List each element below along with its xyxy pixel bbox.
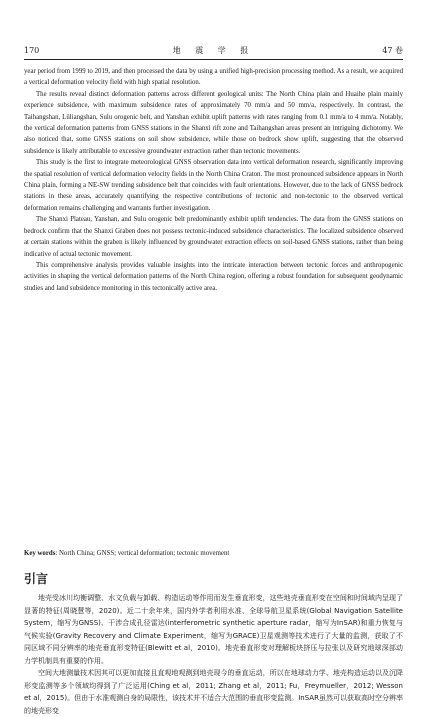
header-rule xyxy=(24,59,403,60)
intro-paragraph: 地壳受冰川均衡调整、水文负载与卸载、构造运动等作用而发生垂直形变，这些地壳垂直形变在空间和时间域内呈现了显著的特征(周晓慧等，2020)。近二十余年来，国内外学者利用水准、全球导航卫星系统(Global Navigation Satellite System，缩写为GNSS)、干涉合成孔径雷达(interferometric synthetic aperture radar，缩写为InSAR)和重力恢复与气候实验(Gravity Recovery and Climate Experiment，缩写为GRACE)卫星观测等技术进行了大量的监测，获取了不同区域不同分辨率的地壳垂直形变特征(Blewitt et al，2010)。地壳垂直形变对理解板块挤压与拉张以及研究地球深部动力学机制具有重要的作用。 xyxy=(24,594,403,665)
abstract-paragraph: year period from 1999 to 2019, and then processed the data by using a unified high-precision processing method. As a result, we acquired a vertical deformation velocity field with high spatial resolution. xyxy=(24,68,403,87)
english-abstract xyxy=(24,66,403,294)
abstract-paragraph: The results reveal distinct deformation patterns across different geological units: The North China plain and Huaihe plain mainly experience subsidence, with maximum subsidence rates of approximately 70 mm/a and 50 mm/a, respectively. In contrast, the Taihangshan, Lüliangshan, Sulu orogenic belt, and Yanshan exhibit uplift patterns with rates ranging from 0.1 mm/a to 4 mm/a. Notably, the vertical deformation patterns from GNSS stations in the Shanxi rift zone and Taihangshan areas present an intriguing dichotomy. We also noticed that, some GNSS stations on soil show subsidence, while those on bedrock show uplift, suggesting that the observed subsidence is likely attributable to excessive groundwater extraction rather than tectonic movements. xyxy=(24,90,403,155)
abstract-paragraph: This study is the first to integrate meteorological GNSS observation data into vertical deformation research, significantly improving the spatial resolution of vertical deformation velocity fields in the North China Craton. The most pronounced subsidence appears in North China plain, forming a NE-SW trending subsidence belt that coincides with fault orientations. However, due to the lack of GNSS bedrock stations in these areas, accurately quantifying the respective contributions of tectonic and non-tectonic to the observed vertical deformation remains challenging and warrants further investigation. xyxy=(24,159,403,212)
introduction-body xyxy=(24,592,403,717)
journal-name: 地 震 学 报 xyxy=(172,46,255,55)
keywords-text: : North China; GNSS; vertical deformation; tectonic movement xyxy=(55,550,230,557)
keywords xyxy=(24,548,403,559)
running-header xyxy=(24,44,403,58)
volume-label: 47 卷 xyxy=(382,46,403,55)
keywords-label: Key words xyxy=(24,550,56,557)
intro-paragraph: 空间大地测量技术因其可以更加直接且直观地观测到地壳现今的垂直运动，所以在地球动力学、地壳构造运动以及沉降形变监测等多个领域均得到了广泛运用(Ching et al，2011; Zhang et al，2011; Fu，Freymueller，2012; Wesson et al，2015)。但由于水准观测自身的局限性，该技术并不适合大范围的垂直形变监测。InSAR虽然可以获取高时空分辨率的地壳形变 xyxy=(24,669,403,715)
section-title: 引言 xyxy=(24,572,49,586)
abstract-paragraph: This comprehensive analysis provides valuable insights into the intricate interaction between tectonic forces and anthropogenic activities in shaping the vertical deformation patterns of the North China region, offering a robust foundation for subsequent geodynamic studies and land subsidence monitoring in this tectonically active area. xyxy=(24,261,403,292)
page-number: 170 xyxy=(24,46,40,55)
abstract-paragraph: The Shanxi Plateau, Yanshan, and Sulu orogenic belt predominantly exhibit uplift tendencies. The data from the GNSS stations on bedrock confirm that the Shanxi Graben does not possess tectonic-induced subsidence characteristics. The localized subsidence observed at certain stations within the graben is likely influenced by groundwater extraction effects on soil-based GNSS stations, rather than being indicative of actual tectonic movement. xyxy=(24,216,403,258)
